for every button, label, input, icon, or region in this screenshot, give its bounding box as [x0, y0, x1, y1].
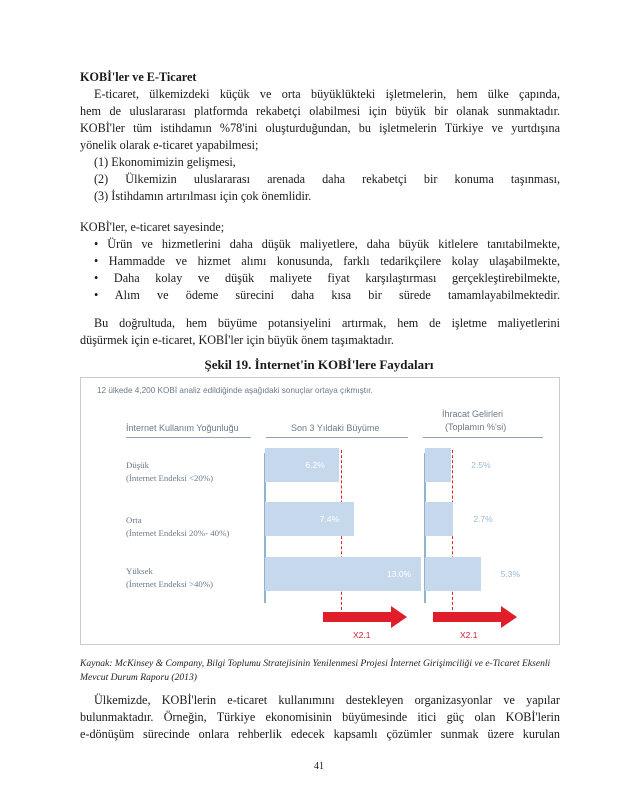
growth-bar [265, 502, 354, 536]
section-heading: KOBİ'ler ve E-Ticaret [80, 70, 197, 84]
growth-bar-label: 6.2% [305, 460, 325, 470]
figure-source: Kaynak: McKinsey & Company, Bilgi Toplumu Stratejisinin Yenilenmesi Projesi İnternet Girişimciliği ve e-Ticaret Eksenli Mevcut Durum Raporu (2013) [80, 658, 551, 683]
growth-bar-label: 13.0% [387, 569, 412, 579]
export-bar [425, 448, 451, 482]
row-label-high [126, 565, 213, 591]
paragraph-line: yönelik olarak e-ticaret yapabilmesi; [80, 138, 259, 152]
header-underline [126, 437, 251, 438]
paragraph-line: Ülkemizde, KOBİ'lerin e-ticaret kullanımını destekleyen organizasyonlar ve yapılar [94, 693, 560, 707]
section-organizations [80, 692, 560, 743]
bullet-item: • Ürün ve hizmetlerini daha düşük maliyetlere, daha büyük kitlelere tanıtabilmekte, [94, 237, 560, 251]
growth-multiplier-label: X2.1 [353, 630, 371, 640]
section-benefits-list [80, 219, 560, 304]
export-multiplier-label: X2.1 [460, 630, 478, 640]
list-intro: KOBİ'ler, e-ticaret sayesinde; [80, 220, 225, 234]
numbered-item: (3) İstihdamın artırılması için çok önemlidir. [94, 189, 312, 203]
export-bar-label: 5.3% [500, 569, 521, 579]
row-label-title: Yüksek [126, 566, 153, 576]
numbered-item: (2) Ülkemizin uluslararası arenada daha rekabetçi bir konuma taşınması, [94, 172, 560, 186]
row-label-title: Orta [126, 515, 142, 525]
bullet-item: • Alım ve ödeme sürecini daha kısa bir sürede tamamlayabilmektedir. [94, 288, 560, 302]
export-bar-label: 2.7% [473, 514, 493, 524]
page-number: 41 [314, 761, 324, 772]
column-header-growth: Son 3 Yıldaki Büyüme [291, 423, 380, 433]
export-multiplier-arrow-icon [433, 606, 517, 628]
header-underline [423, 437, 543, 438]
paragraph-line: bulunmaktadır. Örneğin, Türkiye ekonomisinin büyümesinde itici güç olan KOBİ'lerin [80, 710, 560, 724]
header-underline [266, 437, 408, 438]
bullet-item: • Hammadde ve hizmet alımı konusunda, farklı tedarikçilere kolay ulaşabilmekte, [94, 254, 560, 268]
row-label-low [126, 459, 213, 485]
column-header-export-unit: (Toplamın %'si) [445, 422, 507, 432]
column-header-export: İhracat Gelirleri [442, 409, 504, 419]
paragraph-line: Bu doğrultuda, hem büyüme potansiyelini artırmak, hem de işletme maliyetlerini [94, 316, 560, 330]
paragraph-line: düşürmek için e-ticaret, KOBİ'ler için büyük önem taşımaktadır. [80, 333, 394, 347]
figure-chart [80, 377, 560, 645]
export-bar [425, 557, 481, 591]
growth-bar [265, 448, 339, 482]
bullet-item: • Daha kolay ve düşük maliyete fiyat karşılaştırması gerçekleştirebilmekte, [94, 271, 560, 285]
row-label-detail: (İnternet Endeksi 20%- 40%) [126, 528, 230, 538]
row-label-detail: (İnternet Endeksi <20%) [126, 473, 214, 483]
paragraph-line: e-dönüşüm sürecinde onlara rehberlik edecek kapsamlı çözümler sunmak üzere kurulan [80, 727, 560, 741]
column-header-internet-usage: İnternet Kullanım Yoğunluğu [126, 423, 239, 433]
figure-note: 12 ülkede 4,200 KOBİ analiz edildiğinde aşağıdaki sonuçlar ortaya çıkmıştır. [97, 386, 373, 395]
section-conclusion [80, 315, 560, 349]
section-ecommerce-intro [80, 69, 560, 205]
export-bar-label: 2.5% [471, 460, 491, 470]
row-label-detail: (İnternet Endeksi >40%) [126, 579, 214, 589]
row-label-medium [126, 514, 229, 540]
numbered-item: (1) Ekonomimizin gelişmesi, [94, 155, 236, 169]
growth-multiplier-arrow-icon [323, 606, 407, 628]
export-bar [425, 502, 453, 536]
growth-bar-label: 7.4% [319, 514, 340, 524]
paragraph-line: KOBİ'ler tüm istihdamın %78'ini oluşturduğundan, bu işletmelerin Türkiye ve yurtdışına [80, 121, 560, 135]
figure-caption: Şekil 19. İnternet'in KOBİ'lere Faydaları [204, 357, 434, 372]
row-label-title: Düşük [126, 460, 149, 470]
paragraph-line: hem de uluslararası platformda rekabetçi olabilmesi için büyük bir olanak sunmaktadır. [80, 104, 560, 118]
paragraph-line: E-ticaret, ülkemizdeki küçük ve orta büyüklükteki işletmelerin, hem ülke çapında, [94, 87, 560, 101]
